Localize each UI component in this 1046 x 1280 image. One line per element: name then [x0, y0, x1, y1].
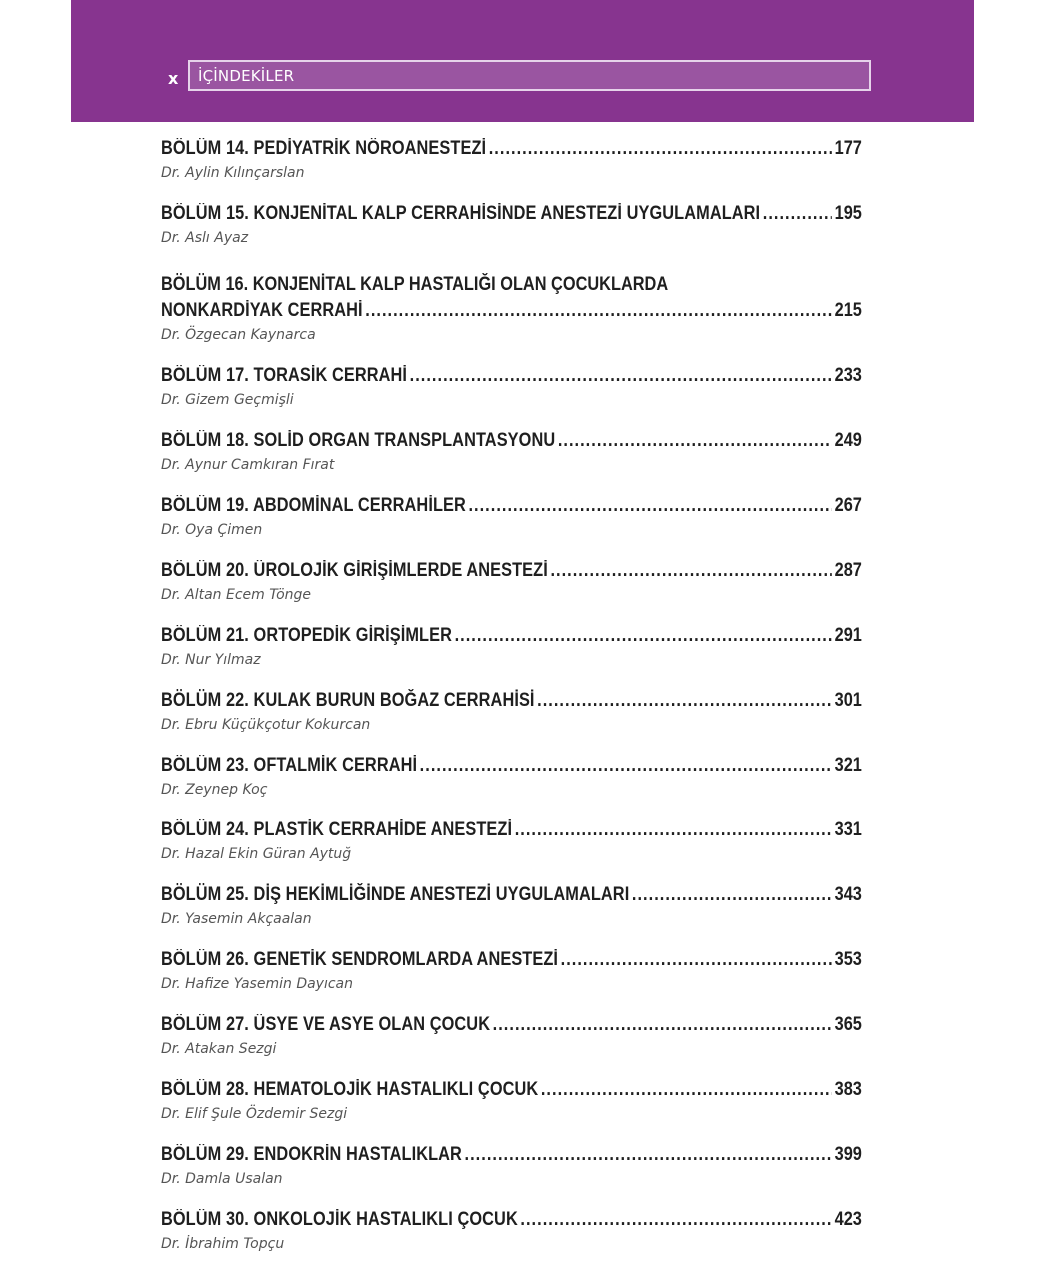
chapter-author: Dr. Atakan Sezgi [161, 1041, 277, 1057]
chapter-title: BÖLÜM 29. ENDOKRİN HASTALIKLAR [161, 1144, 462, 1165]
page-number: 331 [834, 819, 862, 840]
page-number: 195 [834, 203, 862, 224]
chapter-title: BÖLÜM 19. ABDOMİNAL CERRAHİLER [161, 495, 466, 516]
chapter-author: Dr. Elif Şule Özdemir Sezgi [161, 1106, 348, 1122]
chapter-author: Dr. Aylin Kılınçarslan [161, 165, 305, 181]
page-number: 365 [834, 1014, 862, 1035]
chapter-title: BÖLÜM 17. TORASİK CERRAHİ [161, 365, 408, 386]
page-number: 301 [834, 690, 862, 711]
chapter-author: Dr. Özgecan Kaynarca [161, 327, 316, 343]
chapter-author: Dr. Aslı Ayaz [161, 230, 249, 246]
dot-leader [489, 136, 832, 162]
dot-leader [520, 1207, 832, 1233]
toc-entry[interactable] [161, 1142, 976, 1189]
toc-entry[interactable] [161, 1077, 976, 1124]
toc-entry[interactable] [161, 623, 976, 670]
toc-entry[interactable] [161, 558, 976, 605]
section-title: İÇİNDEKİLER [198, 67, 295, 85]
page-number: 423 [834, 1209, 862, 1230]
page-number: 287 [834, 560, 862, 581]
section-title-box [188, 60, 871, 91]
dot-leader [410, 363, 832, 389]
dot-leader [515, 817, 832, 843]
page-number: 215 [834, 300, 862, 321]
chapter-title: BÖLÜM 27. ÜSYE VE ASYE OLAN ÇOCUK [161, 1014, 491, 1035]
toc-entry[interactable] [161, 363, 976, 410]
page-number: 249 [834, 430, 862, 451]
chapter-title: BÖLÜM 18. SOLİD ORGAN TRANSPLANTASYONU [161, 430, 556, 451]
dot-leader [550, 558, 832, 584]
chapter-author: Dr. Damla Usalan [161, 1171, 283, 1187]
page-number: 233 [834, 365, 862, 386]
toc-entry[interactable] [161, 1207, 976, 1254]
chapter-author: Dr. Altan Ecem Tönge [161, 587, 312, 603]
toc-entry[interactable] [161, 428, 976, 475]
toc-entry[interactable] [161, 1012, 976, 1059]
page-number: 353 [834, 949, 862, 970]
toc-entry[interactable] [161, 493, 976, 540]
page-number: 343 [834, 884, 862, 905]
chapter-title: BÖLÜM 30. ONKOLOJİK HASTALIKLI ÇOCUK [161, 1209, 518, 1230]
chapter-author: Dr. Oya Çimen [161, 522, 263, 538]
chapter-title: BÖLÜM 24. PLASTİK CERRAHİDE ANESTEZİ [161, 819, 513, 840]
chapter-author: Dr. Gizem Geçmişli [161, 392, 294, 408]
chapter-title: BÖLÜM 25. DİŞ HEKİMLİĞİNDE ANESTEZİ UYGULAMALARI [161, 884, 630, 905]
chapter-author: Dr. Ebru Küçükçotur Kokurcan [161, 717, 371, 733]
chapter-title: BÖLÜM 22. KULAK BURUN BOĞAZ CERRAHİSİ [161, 690, 535, 711]
toc-entry[interactable] [161, 753, 976, 800]
dot-leader [420, 753, 832, 779]
page-number: 177 [834, 138, 862, 159]
dot-leader [558, 428, 832, 454]
chapter-author: Dr. Hazal Ekin Güran Aytuğ [161, 846, 352, 862]
chapter-title: BÖLÜM 23. OFTALMİK CERRAHİ [161, 755, 418, 776]
dot-leader [537, 688, 832, 714]
chapter-title: BÖLÜM 26. GENETİK SENDROMLARDA ANESTEZİ [161, 949, 559, 970]
chapter-title: BÖLÜM 15. KONJENİTAL KALP CERRAHİSİNDE ANESTEZİ UYGULAMALARI [161, 203, 761, 224]
chapter-author: Dr. Aynur Camkıran Fırat [161, 457, 335, 473]
dot-leader [763, 201, 832, 227]
chapter-author: Dr. Nur Yılmaz [161, 652, 261, 668]
page-number: 383 [834, 1079, 862, 1100]
dot-leader [493, 1012, 832, 1038]
dot-leader [455, 623, 832, 649]
chapter-author: Dr. Yasemin Akçaalan [161, 911, 312, 927]
chapter-author: Dr. Zeynep Koç [161, 782, 268, 798]
dot-leader [632, 882, 832, 908]
dot-leader [541, 1077, 832, 1103]
toc-entry[interactable] [161, 817, 976, 864]
page-number: x [168, 69, 179, 88]
chapter-author: Dr. İbrahim Topçu [161, 1236, 285, 1252]
toc-entry[interactable] [161, 688, 976, 735]
dot-leader [468, 493, 832, 519]
chapter-title: BÖLÜM 21. ORTOPEDİK GİRİŞİMLER [161, 625, 452, 646]
dot-leader [465, 1142, 833, 1168]
page-number: 291 [834, 625, 862, 646]
toc-entry[interactable] [161, 136, 976, 183]
chapter-title-line1: BÖLÜM 16. KONJENİTAL KALP HASTALIĞI OLAN ÇOCUKLARDA [161, 274, 669, 295]
dot-leader [365, 298, 832, 324]
chapter-title: BÖLÜM 28. HEMATOLOJİK HASTALIKLI ÇOCUK [161, 1079, 539, 1100]
toc-entry[interactable] [161, 272, 976, 345]
chapter-title: NONKARDİYAK CERRAHİ [161, 300, 363, 321]
dot-leader [561, 947, 832, 973]
chapter-title: BÖLÜM 14. PEDİYATRİK NÖROANESTEZİ [161, 138, 487, 159]
toc-entry[interactable] [161, 947, 976, 994]
page-number: 399 [834, 1144, 862, 1165]
toc-entry[interactable] [161, 201, 976, 248]
chapter-title: BÖLÜM 20. ÜROLOJİK GİRİŞİMLERDE ANESTEZİ [161, 560, 548, 581]
page-number: 321 [834, 755, 862, 776]
page-number: 267 [834, 495, 862, 516]
toc-entry[interactable] [161, 882, 976, 929]
chapter-author: Dr. Hafize Yasemin Dayıcan [161, 976, 354, 992]
